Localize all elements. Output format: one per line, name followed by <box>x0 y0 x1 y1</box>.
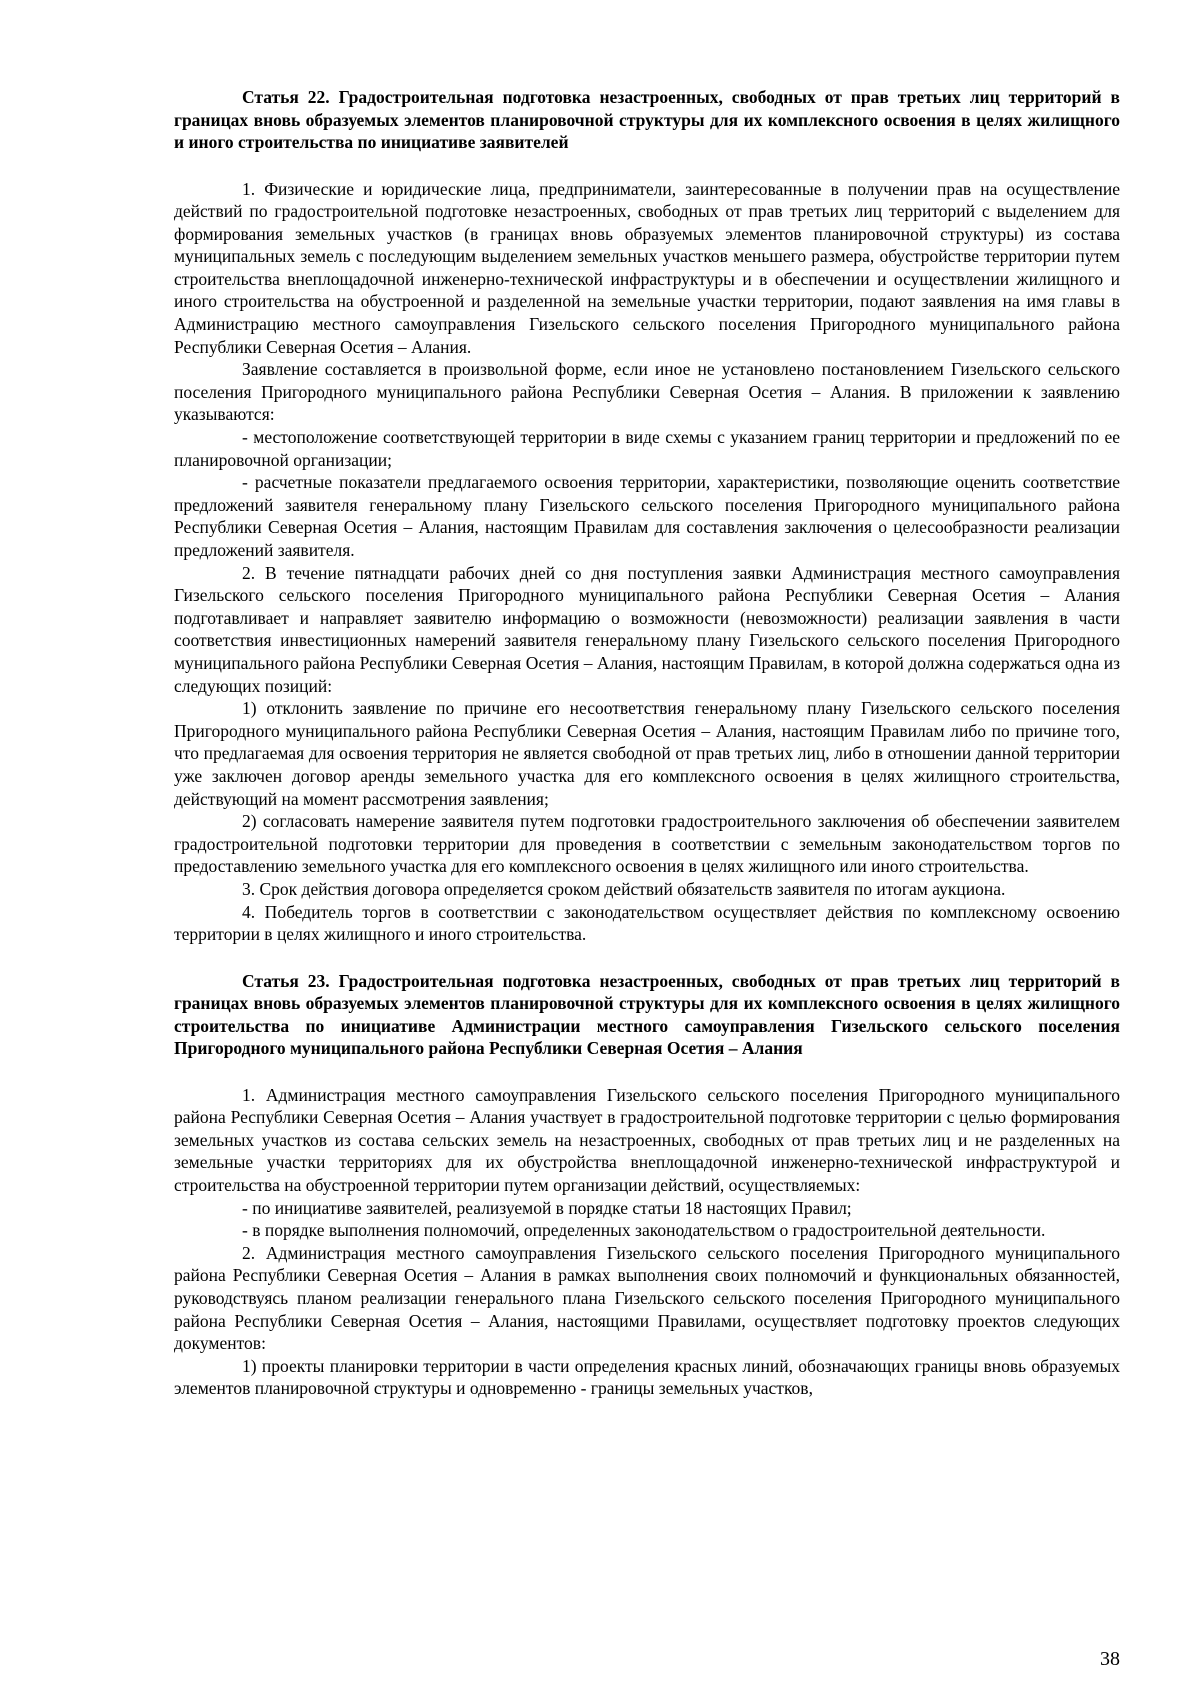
article-22-paragraph-1: 1. Физические и юридические лица, предприниматели, заинтересованные в получении прав на осуществление действий по градостроительной подготовке незастроенных, свободных от прав третьих лиц территорий с выделением для формирования земельных участков (в границах вновь образуемых элементов планировочной структуры) из состава муниципальных земель с последующим выделением земельных участков меньшего размера, обустройстве территории путем строительства внеплощадочной инженерно-технической инфраструктуры и в обеспечении и осуществлении жилищного и иного строительства на обустроенной и разделенной на земельные участки территории, подают заявления на имя главы в Администрацию местного самоуправления Гизельского сельского поселения Пригородного муниципального района Республики Северная Осетия – Алания. <box>174 178 1120 357</box>
spacer <box>174 154 1120 178</box>
article-22-paragraph-4: 3. Срок действия договора определяется сроком действий обязательств заявителя по итогам аукциона. <box>242 878 1006 899</box>
spacer <box>174 946 1120 970</box>
article-22-option-1: 1) отклонить заявление по причине его несоответствия генеральному плану Гизельского сельского поселения Пригородного муниципального района Республики Северная Осетия – Алания, настоящим Правилам либо по причине того, что предлагаемая для освоения территория не является свободной от прав третьих лиц, либо в отношении данной территории уже заключен договор аренды земельного участка для его комплексного освоения в целях жилищного строительства, действующий на момент рассмотрения заявления; <box>174 698 1120 809</box>
article-22-list-item-1: - местоположение соответствующей территории в виде схемы с указанием границ территории и предложений по ее планировочной организации; <box>174 427 1120 470</box>
article-23-list-item-1: - по инициативе заявителей, реализуемой в порядке статьи 18 настоящих Правил; <box>242 1197 852 1218</box>
article-22-paragraph-5: 4. Победитель торгов в соответствии с законодательством осуществляет действия по комплексному освоению территории в целях жилищного и иного строительства. <box>174 901 1120 945</box>
article-23-option-1: 1) проекты планировки территории в части определения красных линий, обозначающих границы вновь образуемых элементов планировочной структуры и одновременно - границы земельных участков, <box>174 1355 1120 1399</box>
article-22-paragraph-3: 2. В течение пятнадцати рабочих дней со дня поступления заявки Администрация местного самоуправления Гизельского сельского поселения Пригородного муниципального района Республики Северная Осетия – Алания подготавливает и направляет заявителю информацию о возможности (невозможности) реализации заявления в части соответствия инвестиционных намерений заявителя генеральному плану Гизельского сельского поселения Пригородного муниципального района Республики Северная Осетия – Алания, настоящим Правилам, в которой должна содержаться одна из следующих позиций: <box>174 562 1120 696</box>
article-22-option-2: 2) согласовать намерение заявителя путем подготовки градостроительного заключения об обеспечении заявителем градостроительной подготовки территории для проведения в соответствии с земельным законодательством торгов по предоставлению земельного участка для его комплексного освоения в целях жилищного или иного строительства. <box>174 811 1120 877</box>
article-23-paragraph-2: 2. Администрация местного самоуправления Гизельского сельского поселения Пригородного муниципального района Республики Северная Осетия – Алания в рамках выполнения своих полномочий и функциональных обязанностей, руководствуясь планом реализации генерального плана Гизельского сельского поселения Пригородного муниципального района Республики Северная Осетия – Алания, настоящими Правилами, осуществляет подготовку проектов следующих документов: <box>174 1242 1120 1354</box>
article-22-list-item-2: - расчетные показатели предлагаемого освоения территории, характеристики, позволяющие оценить соответствие предложений заявителя генеральному плану Гизельского сельского поселения Пригородного муниципального района Республики Северная Осетия – Алания, настоящим Правилам для составления заключения о целесообразности реализации предложений заявителя. <box>174 472 1120 560</box>
article-23-paragraph-1: 1. Администрация местного самоуправления Гизельского сельского поселения Пригородного муниципального района Республики Северная Осетия – Алания участвует в градостроительной подготовке территории с целью формирования земельных участков из состава сельских земель на незастроенных, свободных от прав третьих лиц и не разделенных на земельные участки территориях для их обустройства внеплощадочной инженерно-технической инфраструктурой и строительства на обустроенной территории путем организации действий, осуществляемых: <box>174 1084 1120 1196</box>
article-22-paragraph-2: Заявление составляется в произвольной форме, если иное не установлено постановлением Гизельского сельского поселения Пригородного муниципального района Республики Северная Осетия – Алания. В приложении к заявлению указываются: <box>174 359 1120 425</box>
document-page <box>174 86 1120 1400</box>
spacer <box>174 1060 1120 1084</box>
page-number: 38 <box>1100 1648 1120 1670</box>
article-22-heading: Статья 22. Градостроительная подготовка незастроенных, свободных от прав третьих лиц территорий в границах вновь образуемых элементов планировочной структуры для их комплексного освоения в целях жилищного и иного строительства по инициативе заявителей <box>174 87 1120 152</box>
article-23-list-item-2: - в порядке выполнения полномочий, определенных законодательством о градостроительной деятельности. <box>242 1220 1046 1241</box>
article-23-heading: Статья 23. Градостроительная подготовка незастроенных, свободных от прав третьих лиц территорий в границах вновь образуемых элементов планировочной структуры для их комплексного освоения в целях жилищного строительства по инициативе Администрации местного самоуправления Гизельского сельского поселения Пригородного муниципального района Республики Северная Осетия – Алания <box>174 970 1120 1059</box>
